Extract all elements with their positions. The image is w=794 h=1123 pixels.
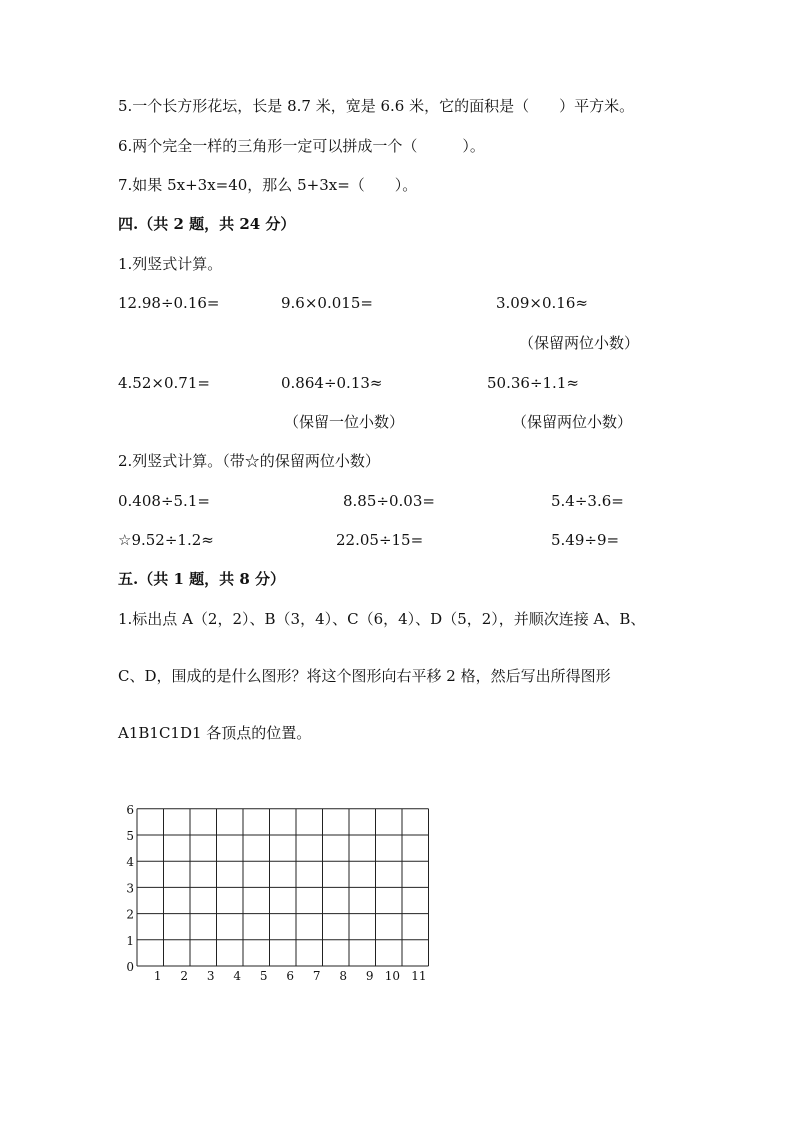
s4-q1-item-1: 12.98÷0.16=: [118, 294, 220, 312]
y-tick-label: 5: [126, 829, 134, 843]
s4-q2-item-6: 5.49÷9=: [551, 531, 620, 549]
s5-q1-line-2: C、D，围成的是什么图形？将这个图形向右平移 2 格，然后写出所得图形: [118, 667, 611, 685]
s4-q2-item-3: 5.4÷3.6=: [551, 492, 624, 510]
x-tick-label: 2: [180, 969, 188, 983]
x-tick-label: 7: [312, 969, 321, 983]
x-tick-label: 6: [286, 969, 294, 983]
section-4-heading: 四.（共 2 题，共 24 分）: [118, 215, 296, 233]
s4-q1-prompt: 1.列竖式计算。: [118, 255, 223, 273]
s4-q2-item-4: ☆9.52÷1.2≈: [118, 531, 214, 549]
section-5-heading: 五.（共 1 题，共 8 分）: [118, 570, 285, 588]
y-tick-label: 1: [126, 933, 134, 948]
s4-q1-item-4: 4.52×0.71=: [118, 374, 210, 392]
x-tick-label: 11: [411, 969, 427, 983]
x-tick-label: 8: [339, 969, 347, 983]
x-tick-label: 10: [384, 969, 400, 983]
x-tick-label: 4: [233, 969, 241, 983]
s4-q1-item-2: 9.6×0.015=: [281, 294, 373, 312]
s5-q1-line-1: 1.标出点 A（2，2）、B（3，4）、C（6，4）、D（5，2），并顺次连接 A、B、: [118, 610, 646, 628]
x-tick-label: 1: [153, 969, 162, 983]
x-tick-label: 3: [206, 969, 215, 983]
s4-q2-item-5: 22.05÷15=: [336, 531, 424, 549]
s4-q1-note-3: （保留两位小数）: [512, 413, 633, 431]
x-tick-label: 9: [365, 969, 374, 983]
s4-q2-item-2: 8.85÷0.03=: [343, 492, 435, 510]
y-tick-label: 3: [126, 881, 134, 896]
s4-q2-prompt: 2.列竖式计算。（带☆的保留两位小数）: [118, 452, 380, 470]
y-tick-label: 0: [126, 960, 134, 974]
y-tick-label: 2: [126, 907, 134, 922]
s4-q1-note-1: （保留两位小数）: [519, 334, 640, 352]
question-6: 6.两个完全一样的三角形一定可以拼成一个（ ）。: [118, 137, 485, 155]
s5-q1-line-3: A1B1C1D1 各顶点的位置。: [118, 724, 312, 742]
s4-q1-note-2: （保留一位小数）: [284, 413, 405, 431]
y-tick-label: 4: [126, 855, 134, 870]
s4-q1-item-5: 0.864÷0.13≈: [281, 374, 383, 392]
s4-q1-item-3: 3.09×0.16≈: [496, 294, 588, 312]
s4-q2-item-1: 0.408÷5.1=: [118, 492, 210, 510]
s4-q1-item-6: 50.36÷1.1≈: [487, 374, 579, 392]
x-tick-label: 5: [259, 969, 268, 983]
question-7: 7.如果 5x+3x=40，那么 5+3x=（ ）。: [118, 176, 418, 194]
y-tick-label: 6: [126, 802, 134, 817]
question-5: 5.一个长方形花坛，长是 8.7 米，宽是 6.6 米，它的面积是（ ）平方米。: [118, 97, 635, 115]
